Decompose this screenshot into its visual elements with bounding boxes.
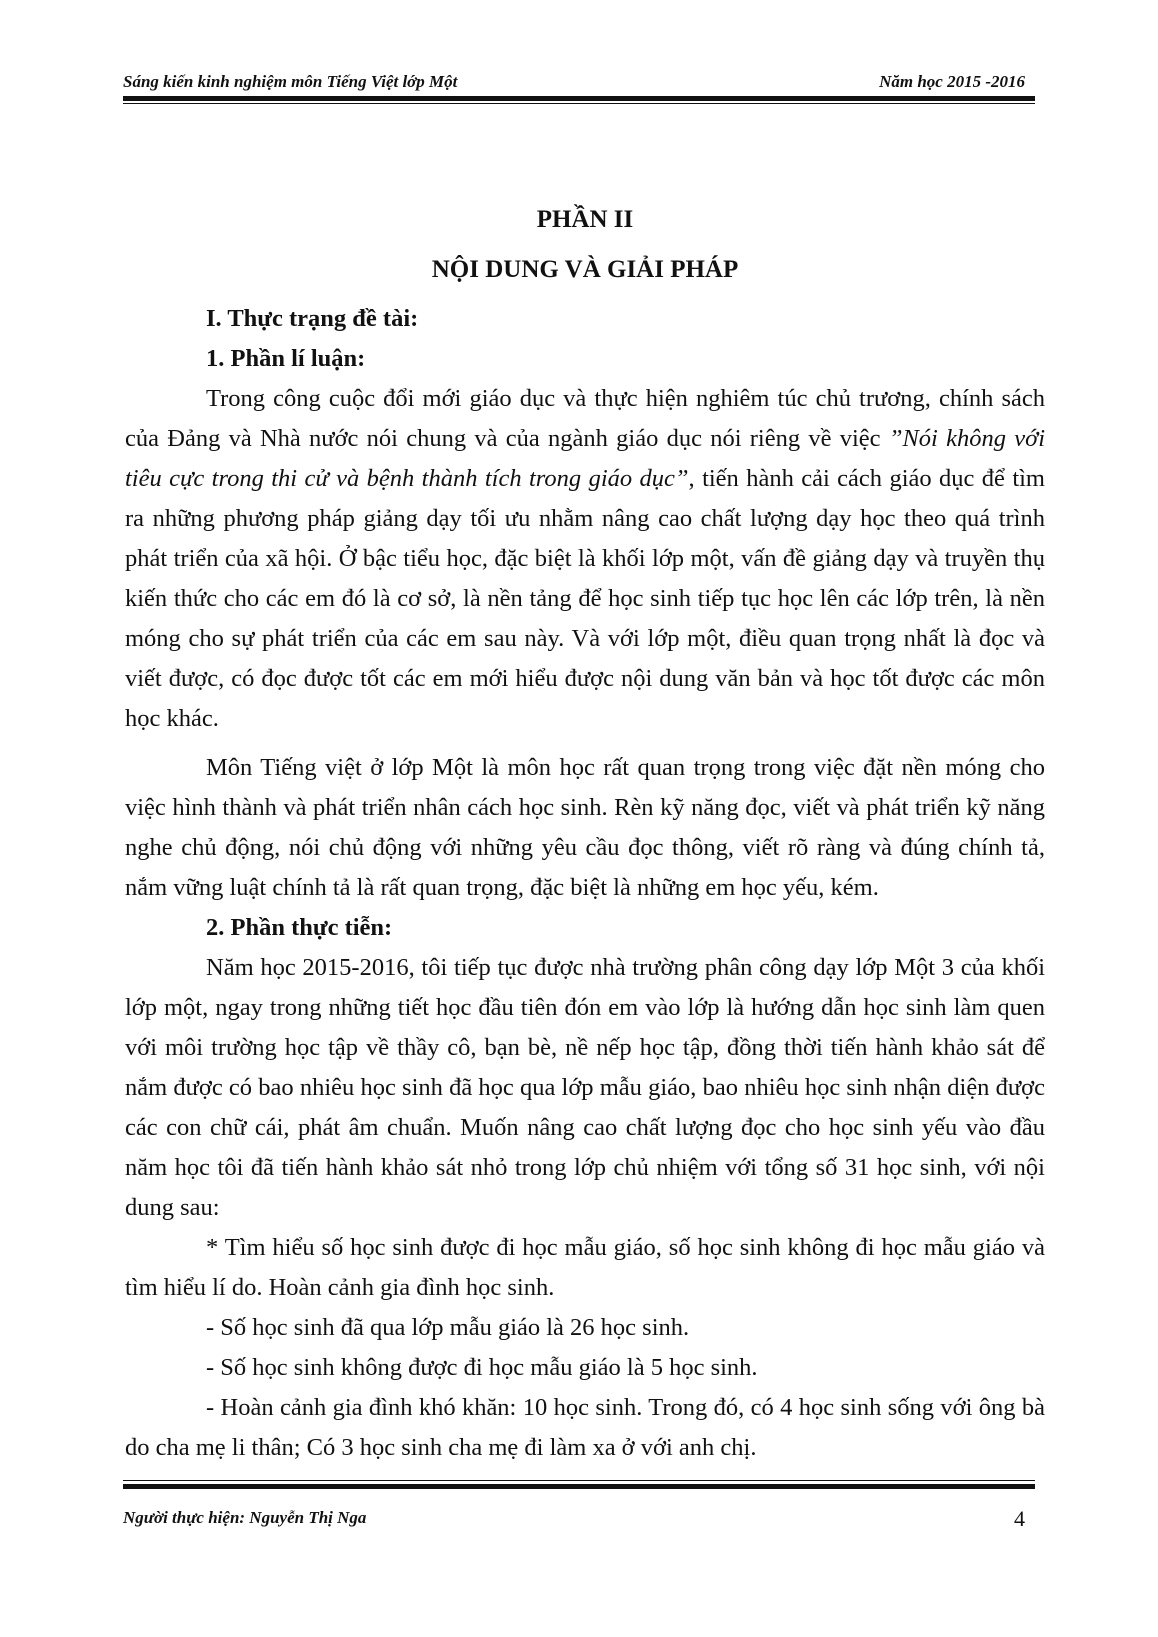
page-body [125, 195, 1045, 1468]
page-number: 4 [1014, 1506, 1025, 1531]
part-title: PHẦN II [536, 206, 634, 233]
quote-slogan: ”Nói không với tiêu cực trong thi cử và bệnh thành tích trong giáo dục” [125, 425, 1046, 492]
footer-author: Người thực hiện: Nguyễn Thị Nga [123, 1508, 367, 1527]
page-header [123, 68, 1035, 98]
header-document-title: Sáng kiến kinh nghiệm môn Tiếng Việt lớp Một [123, 72, 458, 91]
header-rule-thin [123, 103, 1035, 104]
page-footer [123, 1506, 1035, 1536]
header-rule-thick [123, 96, 1035, 101]
list-item: - Hoàn cảnh gia đình khó khăn: 10 học sinh. Trong đó, có 4 học sinh sống với ông bà do cha mẹ li thân; Có 3 học sinh cha mẹ đi làm xa ở với anh chị. [125, 1394, 1045, 1461]
paragraph-thuc-tien-1: Năm học 2015-2016, tôi tiếp tục được nhà trường phân công dạy lớp Một 3 của khối lớp một, ngay trong những tiết học đầu tiên đón em vào lớp là hướng dẫn học sinh làm quen với môi trường học tập về thầy cô, bạn bè, nề nếp học tập, đồng thời tiến hành khảo sát để nắm được có bao nhiêu học sinh đã học qua lớp mẫu giáo, bao nhiêu học sinh nhận diện được các con chữ cái, phát âm chuẩn. Muốn nâng cao chất lượng đọc cho học sinh yếu vào đầu năm học tôi đã tiến hành khảo sát nhỏ trong lớp chủ nhiệm với tổng số 31 học sinh, với nội dung sau: [125, 954, 1045, 1221]
paragraph-thuc-tien-2: * Tìm hiểu số học sinh được đi học mẫu giáo, số học sinh không đi học mẫu giáo và tìm hiểu lí do. Hoàn cảnh gia đình học sinh. [125, 1234, 1045, 1301]
section-title: NỘI DUNG VÀ GIẢI PHÁP [431, 256, 739, 283]
list-item: - Số học sinh không được đi học mẫu giáo là 5 học sinh. [206, 1354, 758, 1381]
footer-rule-thick [123, 1484, 1035, 1489]
paragraph-li-luan-2: Môn Tiếng việt ở lớp Một là môn học rất quan trọng trong việc đặt nền móng cho việc hình thành và phát triển nhân cách học sinh. Rèn kỹ năng đọc, viết và phát triển kỹ năng nghe chủ động, nói chủ động với những yêu cầu đọc thông, viết rõ ràng và đúng chính tả, nắm vững luật chính tả là rất quan trọng, đặc biệt là những em học yếu, kém. [125, 754, 1045, 901]
header-school-year: Năm học 2015 -2016 [879, 72, 1025, 91]
footer-rule-thin [123, 1480, 1035, 1481]
paragraph-li-luan-1: Trong công cuộc đổi mới giáo dục và thực hiện nghiêm túc chủ trương, chính sách của Đảng và Nhà nước nói chung và của ngành giáo dục nói riêng về việc ”Nói không với tiêu cực trong thi cử và bệnh thành tích trong giáo dục”, tiến hành cải cách giáo dục để tìm ra những phương pháp giảng dạy tối ưu nhằm nâng cao chất lượng dạy học theo quá trình phát triển của xã hội. Ở bậc tiểu học, đặc biệt là khối lớp một, vấn đề giảng dạy và truyền thụ kiến thức cho các em đó là cơ sở, là nền tảng để học sinh tiếp tục học lên các lớp trên, là nền móng cho sự phát triển của các em sau này. Và với lớp một, điều quan trọng nhất là đọc và viết được, có đọc được tốt các em mới hiểu được nội dung văn bản và học tốt được các môn học khác. [125, 385, 1046, 732]
heading-phan-thuc-tien: 2. Phần thực tiễn: [206, 914, 393, 941]
heading-thuc-trang: I. Thực trạng đề tài: [206, 305, 419, 332]
heading-phan-li-luan: 1. Phần lí luận: [206, 345, 366, 372]
list-item: - Số học sinh đã qua lớp mẫu giáo là 26 học sinh. [206, 1314, 690, 1341]
